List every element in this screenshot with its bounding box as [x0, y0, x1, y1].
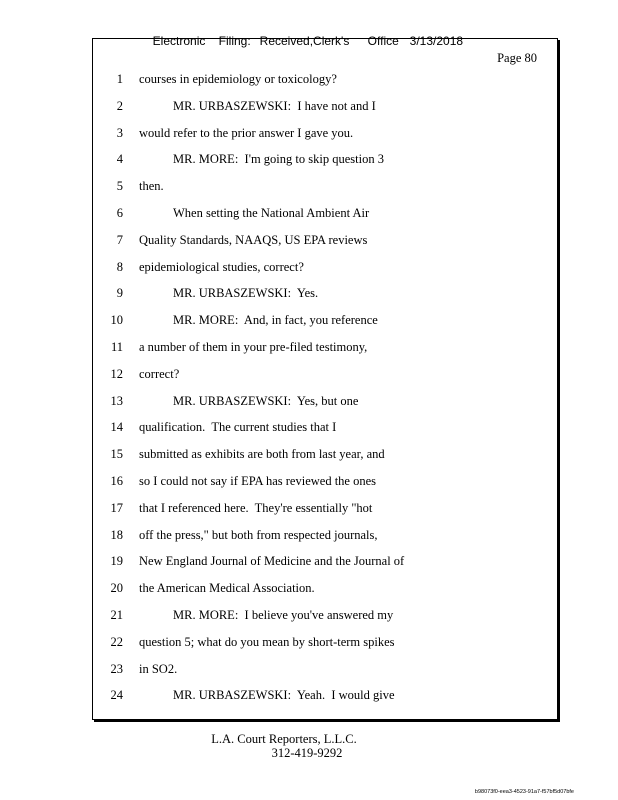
line-text: question 5; what do you mean by short-term spikes	[139, 634, 395, 649]
transcript-line	[93, 578, 557, 598]
transcript-line	[93, 69, 557, 89]
line-text: the American Medical Association.	[139, 581, 315, 596]
line-number: 24	[110, 688, 123, 703]
transcript-line	[93, 659, 557, 679]
page-number: Page 80	[497, 51, 537, 65]
line-number: 10	[110, 313, 123, 328]
line-text: then.	[139, 179, 164, 194]
transcript-line	[93, 471, 557, 491]
footer-phone: 312-419-9292	[271, 746, 343, 760]
transcript-line	[93, 176, 557, 196]
transcript-line	[93, 149, 557, 169]
line-number: 12	[110, 366, 123, 381]
line-text: a number of them in your pre-filed testimony,	[139, 340, 368, 354]
transcript-line	[93, 96, 557, 116]
line-text: submitted as exhibits are both from last year, and	[139, 447, 385, 462]
transcript-page	[92, 38, 558, 720]
filing-stamp-part: Filing:	[218, 34, 251, 48]
footer-company: L.A. Court Reporters, L.L.C.	[211, 732, 357, 746]
filing-stamp-part: Office	[367, 34, 399, 48]
line-text: Quality Standards, NAAQS, US EPA reviews	[139, 232, 368, 247]
transcript-line	[93, 203, 557, 223]
transcript-line	[93, 685, 557, 705]
line-number: 18	[110, 527, 123, 542]
line-number: 20	[110, 581, 123, 596]
transcript-line	[93, 498, 557, 518]
transcript-line	[93, 525, 557, 545]
document-id: b98073f0-eea3-4523-91a7-f57bf5d07bfe	[474, 789, 574, 795]
line-number: 11	[110, 340, 123, 354]
transcript-line	[93, 605, 557, 625]
line-number: 2	[116, 98, 123, 113]
line-number: 15	[110, 447, 123, 462]
line-text: New England Journal of Medicine and the Journal of	[139, 554, 405, 569]
line-text: qualification. The current studies that I	[139, 420, 337, 435]
transcript-line	[93, 391, 557, 411]
line-number: 23	[110, 661, 123, 676]
transcript-line	[93, 337, 557, 357]
line-number: 13	[110, 393, 123, 408]
line-text: so I could not say if EPA has reviewed the ones	[139, 474, 376, 488]
line-text: MR. URBASZEWSKI: Yes.	[173, 286, 319, 301]
line-number: 6	[116, 206, 123, 220]
line-number: 8	[116, 259, 123, 274]
line-text: correct?	[139, 366, 180, 381]
line-text: MR. MORE: And, in fact, you reference	[173, 313, 378, 328]
filing-stamp-part: Electronic	[152, 34, 206, 48]
line-number: 16	[110, 474, 123, 488]
transcript-line	[93, 283, 557, 303]
line-text: off the press," but both from respected journals,	[139, 527, 378, 542]
line-number: 21	[110, 608, 123, 622]
line-number: 5	[116, 179, 123, 194]
line-text: courses in epidemiology or toxicology?	[139, 72, 337, 86]
line-text: MR. MORE: I believe you've answered my	[173, 608, 394, 622]
line-text: MR. URBASZEWSKI: Yes, but one	[173, 393, 359, 408]
transcript-line	[93, 364, 557, 384]
line-text: When setting the National Ambient Air	[173, 206, 370, 220]
line-text: MR. URBASZEWSKI: I have not and I	[173, 98, 376, 113]
filing-stamp-part: 3/13/2018	[409, 34, 464, 48]
line-number: 9	[116, 286, 123, 301]
line-text: epidemiological studies, correct?	[139, 259, 304, 274]
transcript-line	[93, 417, 557, 437]
transcript-line	[93, 257, 557, 277]
transcript-line	[93, 551, 557, 571]
line-number: 1	[116, 72, 123, 86]
transcript-line	[93, 444, 557, 464]
line-number: 22	[110, 634, 123, 649]
line-text: in SO2.	[139, 661, 178, 676]
transcript-line	[93, 230, 557, 250]
line-text: that I referenced here. They're essentially "hot	[139, 500, 373, 515]
line-text: MR. URBASZEWSKI: Yeah. I would give	[173, 688, 395, 703]
line-number: 7	[116, 232, 123, 247]
line-number: 4	[116, 152, 123, 167]
line-number: 3	[116, 125, 123, 140]
line-text: would refer to the prior answer I gave you.	[139, 125, 354, 140]
transcript-line	[93, 123, 557, 143]
line-text: MR. MORE: I'm going to skip question 3	[173, 152, 384, 167]
line-number: 19	[110, 554, 123, 569]
line-number: 14	[110, 420, 123, 435]
transcript-line	[93, 310, 557, 330]
line-number: 17	[110, 500, 123, 515]
filing-stamp-part: Received,Clerk's	[259, 34, 350, 48]
transcript-line	[93, 632, 557, 652]
